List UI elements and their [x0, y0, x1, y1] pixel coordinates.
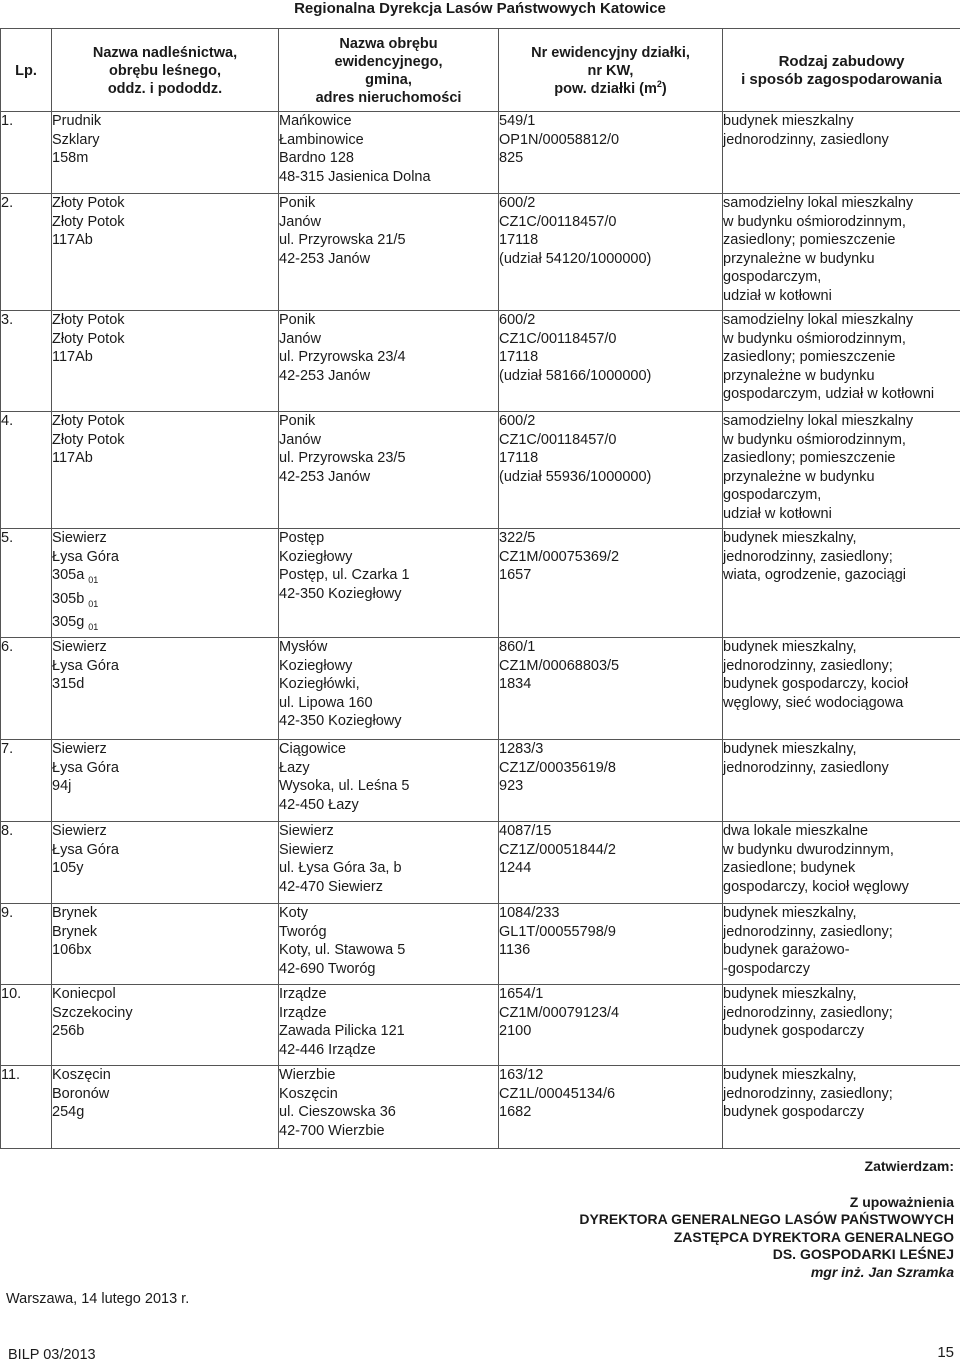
table-row	[1, 903, 960, 984]
approval-signature: mgr inż. Jan Szramka	[579, 1264, 954, 1282]
table-row	[1, 194, 960, 311]
cell-nr-ewidencyjny: 549/1 OP1N/00058812/0 825	[499, 112, 723, 194]
cell-lp: 4.	[1, 412, 52, 529]
cell-lp: 7.	[1, 739, 52, 821]
cell-nr-ewidencyjny: 4087/15 CZ1Z/00051844/2 1244	[499, 821, 723, 903]
cell-rodzaj-zabudowy: samodzielny lokal mieszkalny w budynku ośmiorodzinnym, zasiedlony; pomieszczenie przynależne w budynku gospodarczym, udział w kotłowni	[723, 412, 960, 529]
publication-id: BILP 03/2013	[8, 1346, 96, 1365]
cell-nadlesnictwo: Koszęcin Boronów 254g	[52, 1065, 279, 1148]
cell-obreb: Postęp Koziegłowy Postęp, ul. Czarka 1 42-350 Koziegłowy	[279, 529, 499, 638]
table-row	[1, 311, 960, 412]
approval-title: Zatwierdzam:	[579, 1158, 954, 1176]
table-header-row	[1, 29, 960, 112]
cell-nr-ewidencyjny: 163/12 CZ1L/00045134/6 1682	[499, 1065, 723, 1148]
cell-nr-ewidencyjny: 1654/1 CZ1M/00079123/4 2100	[499, 984, 723, 1065]
table-row	[1, 1065, 960, 1148]
approval-line: ZASTĘPCA DYREKTORA GENERALNEGO	[579, 1229, 954, 1247]
col-header-lp: Lp.	[1, 29, 52, 112]
table-row	[1, 412, 960, 529]
cell-nadlesnictwo: Koniecpol Szczekociny 256b	[52, 984, 279, 1065]
cell-lp: 10.	[1, 984, 52, 1065]
cell-obreb: Siewierz Siewierz ul. Łysa Góra 3a, b 42-470 Siewierz	[279, 821, 499, 903]
cell-nr-ewidencyjny: 860/1 CZ1M/00068803/5 1834	[499, 637, 723, 739]
cell-nr-ewidencyjny: 600/2 CZ1C/00118457/0 17118 (udział 55936/1000000)	[499, 412, 723, 529]
cell-rodzaj-zabudowy: budynek mieszkalny, jednorodzinny, zasiedlony; budynek gospodarczy	[723, 1065, 960, 1148]
table-row	[1, 637, 960, 739]
table-row	[1, 984, 960, 1065]
cell-lp: 9.	[1, 903, 52, 984]
cell-obreb: Mańkowice Łambinowice Bardno 128 48-315 Jasienica Dolna	[279, 112, 499, 194]
cell-rodzaj-zabudowy: dwa lokale mieszkalne w budynku dwurodzinnym, zasiedlone; budynek gospodarczy, kocioł węglowy	[723, 821, 960, 903]
cell-rodzaj-zabudowy: budynek mieszkalny, jednorodzinny, zasiedlony; budynek garażowo- -gospodarczy	[723, 903, 960, 984]
cell-nr-ewidencyjny: 600/2 CZ1C/00118457/0 17118 (udział 58166/1000000)	[499, 311, 723, 412]
approval-line: DYREKTORA GENERALNEGO LASÓW PAŃSTWOWYCH	[579, 1211, 954, 1229]
cell-lp: 2.	[1, 194, 52, 311]
cell-nadlesnictwo: Złoty Potok Złoty Potok 117Ab	[52, 194, 279, 311]
page-header-title: Regionalna Dyrekcja Lasów Państwowych Katowice	[0, 0, 960, 18]
cell-nadlesnictwo: Brynek Brynek 106bx	[52, 903, 279, 984]
cell-lp: 3.	[1, 311, 52, 412]
cell-lp: 1.	[1, 112, 52, 194]
cell-rodzaj-zabudowy: samodzielny lokal mieszkalny w budynku ośmiorodzinnym, zasiedlony; pomieszczenie przynależne w budynku gospodarczym, udział w kotłowni	[723, 194, 960, 311]
cell-lp: 8.	[1, 821, 52, 903]
cell-rodzaj-zabudowy: budynek mieszkalny, jednorodzinny, zasiedlony	[723, 739, 960, 821]
approval-line: DS. GOSPODARKI LEŚNEJ	[579, 1246, 954, 1264]
cell-nadlesnictwo: Siewierz Łysa Góra 94j	[52, 739, 279, 821]
cell-lp: 5.	[1, 529, 52, 638]
properties-table	[0, 28, 960, 1149]
cell-lp: 11.	[1, 1065, 52, 1148]
cell-rodzaj-zabudowy: budynek mieszkalny, jednorodzinny, zasiedlony; wiata, ogrodzenie, gazociągi	[723, 529, 960, 638]
cell-obreb: Ponik Janów ul. Przyrowska 23/4 42-253 Janów	[279, 311, 499, 412]
cell-obreb: Ciągowice Łazy Wysoka, ul. Leśna 5 42-450 Łazy	[279, 739, 499, 821]
cell-obreb: Mysłów Koziegłowy Koziegłówki, ul. Lipowa 160 42-350 Koziegłowy	[279, 637, 499, 739]
col-header-nadlesnictwo: Nazwa nadleśnictwa, obrębu leśnego, oddz. i pododdz.	[52, 29, 279, 112]
table-row	[1, 739, 960, 821]
cell-nadlesnictwo: Prudnik Szklary 158m	[52, 112, 279, 194]
cell-nadlesnictwo: Złoty Potok Złoty Potok 117Ab	[52, 412, 279, 529]
cell-nadlesnictwo: Siewierz Łysa Góra 315d	[52, 637, 279, 739]
cell-rodzaj-zabudowy: budynek mieszkalny, jednorodzinny, zasiedlony; budynek gospodarczy	[723, 984, 960, 1065]
col-header-obreb: Nazwa obrębu ewidencyjnego, gmina, adres nieruchomości	[279, 29, 499, 112]
cell-obreb: Irządze Irządze Zawada Pilicka 121 42-446 Irządze	[279, 984, 499, 1065]
page-number: 15	[937, 1344, 954, 1363]
cell-rodzaj-zabudowy: samodzielny lokal mieszkalny w budynku ośmiorodzinnym, zasiedlony; pomieszczenie przynależne w budynku gospodarczym, udział w kotłowni	[723, 311, 960, 412]
cell-obreb: Ponik Janów ul. Przyrowska 21/5 42-253 Janów	[279, 194, 499, 311]
cell-rodzaj-zabudowy: budynek mieszkalny jednorodzinny, zasiedlony	[723, 112, 960, 194]
approval-block	[579, 1158, 954, 1281]
cell-nadlesnictwo: Siewierz Łysa Góra 305a $_{01}$ 305b $_{01}$ 305g $_{01}$	[52, 529, 279, 638]
approval-line: Z upoważnienia	[579, 1194, 954, 1212]
cell-lp: 6.	[1, 637, 52, 739]
cell-nr-ewidencyjny: 1283/3 CZ1Z/00035619/8 923	[499, 739, 723, 821]
cell-obreb: Ponik Janów ul. Przyrowska 23/5 42-253 Janów	[279, 412, 499, 529]
cell-obreb: Koty Tworóg Koty, ul. Stawowa 5 42-690 Tworóg	[279, 903, 499, 984]
col-header-nr-ewidencyjny: Nr ewidencyjny działki, nr KW, pow. działki $(m^2)$	[499, 29, 723, 112]
cell-nadlesnictwo: Siewierz Łysa Góra 105y	[52, 821, 279, 903]
cell-nr-ewidencyjny: 600/2 CZ1C/00118457/0 17118 (udział 54120/1000000)	[499, 194, 723, 311]
document-date: Warszawa, 14 lutego 2013 r.	[6, 1290, 189, 1309]
table-row	[1, 112, 960, 194]
cell-nr-ewidencyjny: 322/5 CZ1M/00075369/2 1657	[499, 529, 723, 638]
cell-nr-ewidencyjny: 1084/233 GL1T/00055798/9 1136	[499, 903, 723, 984]
table-row	[1, 821, 960, 903]
cell-nadlesnictwo: Złoty Potok Złoty Potok 117Ab	[52, 311, 279, 412]
cell-rodzaj-zabudowy: budynek mieszkalny, jednorodzinny, zasiedlony; budynek gospodarczy, kocioł węglowy, sieć wodociągowa	[723, 637, 960, 739]
table-row	[1, 529, 960, 638]
cell-obreb: Wierzbie Koszęcin ul. Cieszowska 36 42-700 Wierzbie	[279, 1065, 499, 1148]
col-header-rodzaj-zabudowy: Rodzaj zabudowy i sposób zagospodarowania	[723, 29, 960, 112]
